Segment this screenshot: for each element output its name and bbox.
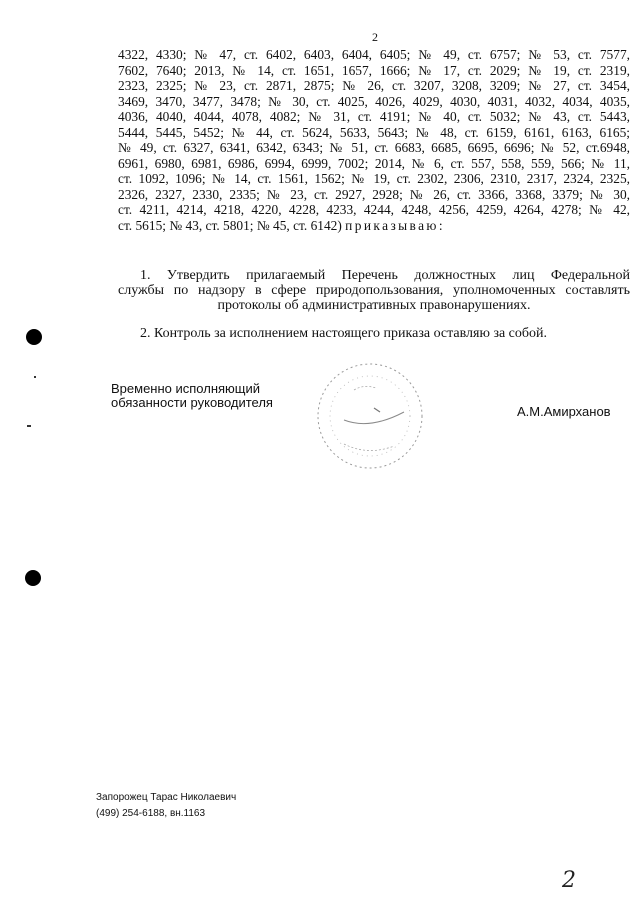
signatory-name: А.М.Амирханов (517, 404, 611, 419)
legal-references-text (118, 47, 630, 233)
handwritten-page-number: 2 (562, 868, 576, 893)
executor-info (96, 790, 236, 822)
text-line: ст. 4211, 4214, 4218, 4220, 4228, 4233, 4244, 4248, 4256, 4259, 4264, 4278; № 42, (118, 202, 630, 217)
order-item-1 (118, 268, 630, 313)
text-line: 2323, 2325; № 23, ст. 2871, 2875; № 26, ст. 3207, 3208, 3209; № 27, ст. 3454, (118, 78, 630, 93)
punch-hole (25, 570, 41, 586)
text-line: протоколы об административных правонарушениях. (217, 298, 531, 313)
executor-name: Запорожец Тарас Николаевич (96, 792, 237, 803)
text-line: 1. Утвердить прилагаемый Перечень должностных лиц Федеральной (140, 268, 630, 283)
scan-speck (34, 376, 36, 378)
scan-speck (27, 425, 31, 427)
text-line: ст. 1092, 1096; № 14, ст. 1561, 1562; № 19, ст. 2302, 2306, 2310, 2317, 2324, 2325, (118, 171, 630, 186)
text-line: 7602, 7640; 2013, № 14, ст. 1651, 1657, 1666; № 17, ст. 2029; № 19, ст. 2319, (118, 62, 630, 78)
text-line: 2. Контроль за исполнением настоящего приказа оставляю за собой. (140, 326, 548, 341)
text-line: 4322, 4330; № 47, ст. 6402, 6403, 6404, 6405; № 49, ст. 6757; № 53, ст. 7577, (118, 47, 630, 62)
order-item-2 (118, 326, 630, 341)
signatory-title-line: обязанности руководителя (111, 395, 273, 410)
official-stamp (314, 360, 426, 472)
text-line: службы по надзору в сфере природопользования, уполномоченных составлять (118, 283, 630, 298)
text-line: № 49, ст. 6327, 6341, 6342, 6343; № 51, ст. 6683, 6685, 6695, 6696; № 52, ст.6948, (118, 140, 630, 155)
order-word: приказываю: (345, 217, 445, 233)
text-line: 6961, 6980, 6981, 6986, 6994, 6999, 7002; 2014, № 6, ст. 557, 558, 559, 566; № 11, (118, 155, 630, 171)
text-line: 4036, 4040, 4044, 4078, 4082; № 31, ст. 4191; № 40, ст. 5032; № 43, ст. 5443, (118, 109, 630, 124)
text-line: 2326, 2327, 2330, 2335; № 23, ст. 2927, 2928; № 26, ст. 3366, 3368, 3379; № 30, (118, 186, 630, 202)
signatory-title (111, 382, 273, 410)
text-line: 3469, 3470, 3477, 3478; № 30, ст. 4025, 4026, 4029, 4030, 4031, 4032, 4034, 4035, (118, 93, 630, 109)
text-line-with-order (118, 218, 630, 234)
text-line: 5444, 5445, 5452; № 44, ст. 5624, 5633, 5643; № 48, ст. 6159, 6161, 6163, 6165; (118, 124, 630, 140)
text-line: ст. 5615; № 43, ст. 5801; № 45, ст. 6142) (118, 217, 342, 233)
page-number: 2 (372, 30, 378, 44)
signatory-title-line: Временно исполняющий (111, 381, 261, 396)
executor-phone: (499) 254-6188, вн.1163 (96, 808, 206, 819)
punch-hole (26, 329, 42, 345)
